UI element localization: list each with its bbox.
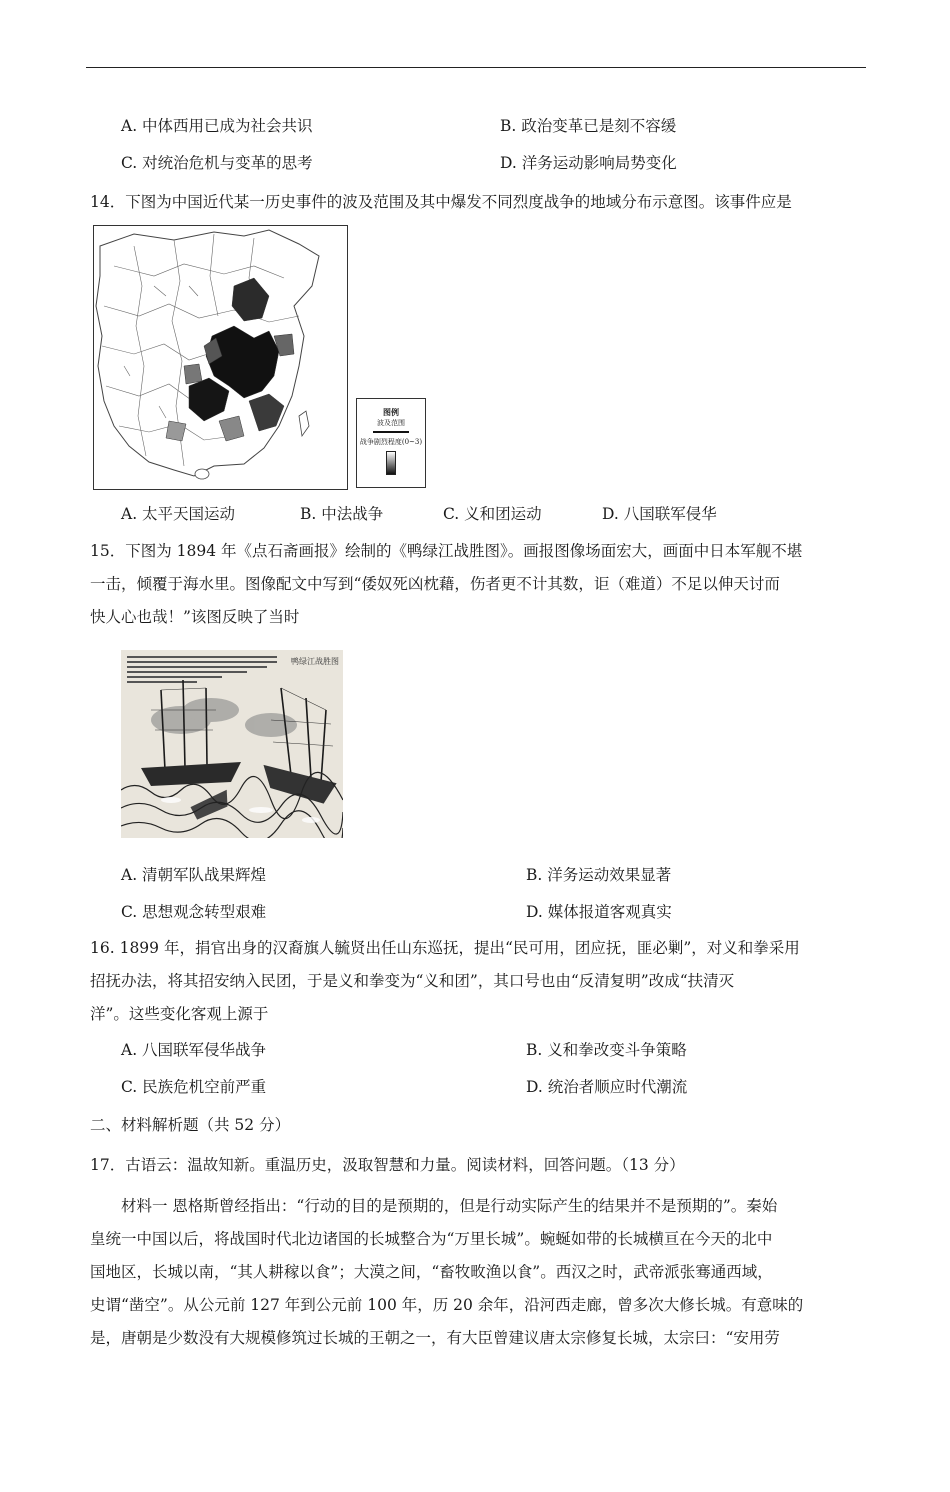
yalu-river-victory-picture (121, 650, 343, 838)
q13-option-a[interactable]: A. 中体西用已成为社会共识 (121, 117, 313, 135)
q15-stem-line-3: 快人心也哉！”该图反映了当时 (90, 608, 300, 626)
q17-material-line-2: 皇统一中国以后，将战国时代北边诸国的长城整合为“万里长城”。蜿蜒如带的长城横亘在今天的北中 (90, 1230, 773, 1248)
q15-option-c[interactable]: C. 思想观念转型艰难 (121, 903, 267, 921)
q15-option-a[interactable]: A. 清朝军队战果辉煌 (121, 866, 267, 884)
header-rule (86, 67, 866, 68)
q16-option-d[interactable]: D. 统治者顺应时代潮流 (526, 1078, 688, 1096)
q17-material-line-4: 史谓“凿空”。从公元前 127 年到公元前 100 年，历 20 余年，沿河西走廊，曾多次大修长城。有意味的 (90, 1296, 804, 1314)
legend-title: 图例 (383, 407, 399, 417)
q16-stem-line-2: 招抚办法，将其招安纳入民团，于是义和拳变为“义和团”，其口号也由“反清复明”改成“扶清灭 (90, 972, 735, 990)
q17-material-line-1: 材料一 恩格斯曾经指出：“行动的目的是预期的，但是行动实际产生的结果并不是预期的”。秦始 (121, 1197, 778, 1215)
q15-stem-line-2: 一击，倾覆于海水里。图像配文中写到“倭奴死凶枕藉，伤者更不计其数，讵（难道）不足以伸天讨而 (90, 575, 780, 593)
map-legend (356, 398, 426, 488)
warship-battle-image (121, 650, 343, 838)
q17-material-line-5: 是，唐朝是少数没有大规模修筑过长城的王朝之一，有大臣曾建议唐太宗修复长城，太宗曰：“安用劳 (90, 1329, 780, 1347)
q15-stem-line-1: 15．下图为 1894 年《点石斋画报》绘制的《鸭绿江战胜图》。画报图像场面宏大，画面中日本军舰不堪 (90, 542, 803, 560)
q17-stem: 17．古语云：温故知新。重温历史，汲取智慧和力量。阅读材料，回答问题。（13 分） (90, 1156, 685, 1174)
picture-title: 鸭绿江战胜图 (291, 657, 339, 666)
q14-stem: 14．下图为中国近代某一历史事件的波及范围及其中爆发不同烈度战争的地域分布示意图。该事件应是 (90, 193, 792, 211)
q16-option-c[interactable]: C. 民族危机空前严重 (121, 1078, 267, 1096)
q17-material-line-3: 国地区，长城以南，“其人耕稼以食”；大漠之间，“畜牧畋渔以食”。西汉之时，武帝派张骞通西域， (90, 1263, 773, 1281)
q15-option-d[interactable]: D. 媒体报道客观真实 (526, 903, 672, 921)
legend-intensity-label: 战争剧烈程度(0~3) (359, 438, 423, 446)
q14-option-d[interactable]: D. 八国联军侵华 (602, 505, 717, 523)
legend-range-line (373, 431, 409, 433)
q16-stem-line-1: 16. 1899 年，捐官出身的汉裔旗人毓贤出任山东巡抚，提出“民可用，团应抚，匪必剿”，对义和拳采用 (90, 939, 800, 957)
china-map-image (94, 226, 347, 489)
legend-range-label: 波及范围 (377, 419, 405, 427)
q16-option-a[interactable]: A. 八国联军侵华战争 (121, 1041, 267, 1059)
q14-map-figure (93, 225, 348, 490)
legend-gradient-swatch (386, 451, 396, 475)
q15-option-b[interactable]: B. 洋务运动效果显著 (526, 866, 672, 884)
section-2-title: 二、材料解析题（共 52 分） (90, 1116, 291, 1134)
q14-option-c[interactable]: C. 义和团运动 (443, 505, 542, 523)
q13-option-b[interactable]: B. 政治变革已是刻不容缓 (500, 117, 677, 135)
q13-option-d[interactable]: D. 洋务运动影响局势变化 (500, 154, 677, 172)
q14-option-b[interactable]: B. 中法战争 (300, 505, 384, 523)
q16-stem-line-3: 洋”。这些变化客观上源于 (90, 1005, 269, 1023)
q14-option-a[interactable]: A. 太平天国运动 (121, 505, 236, 523)
q13-option-c[interactable]: C. 对统治危机与变革的思考 (121, 154, 313, 172)
q16-option-b[interactable]: B. 义和拳改变斗争策略 (526, 1041, 687, 1059)
